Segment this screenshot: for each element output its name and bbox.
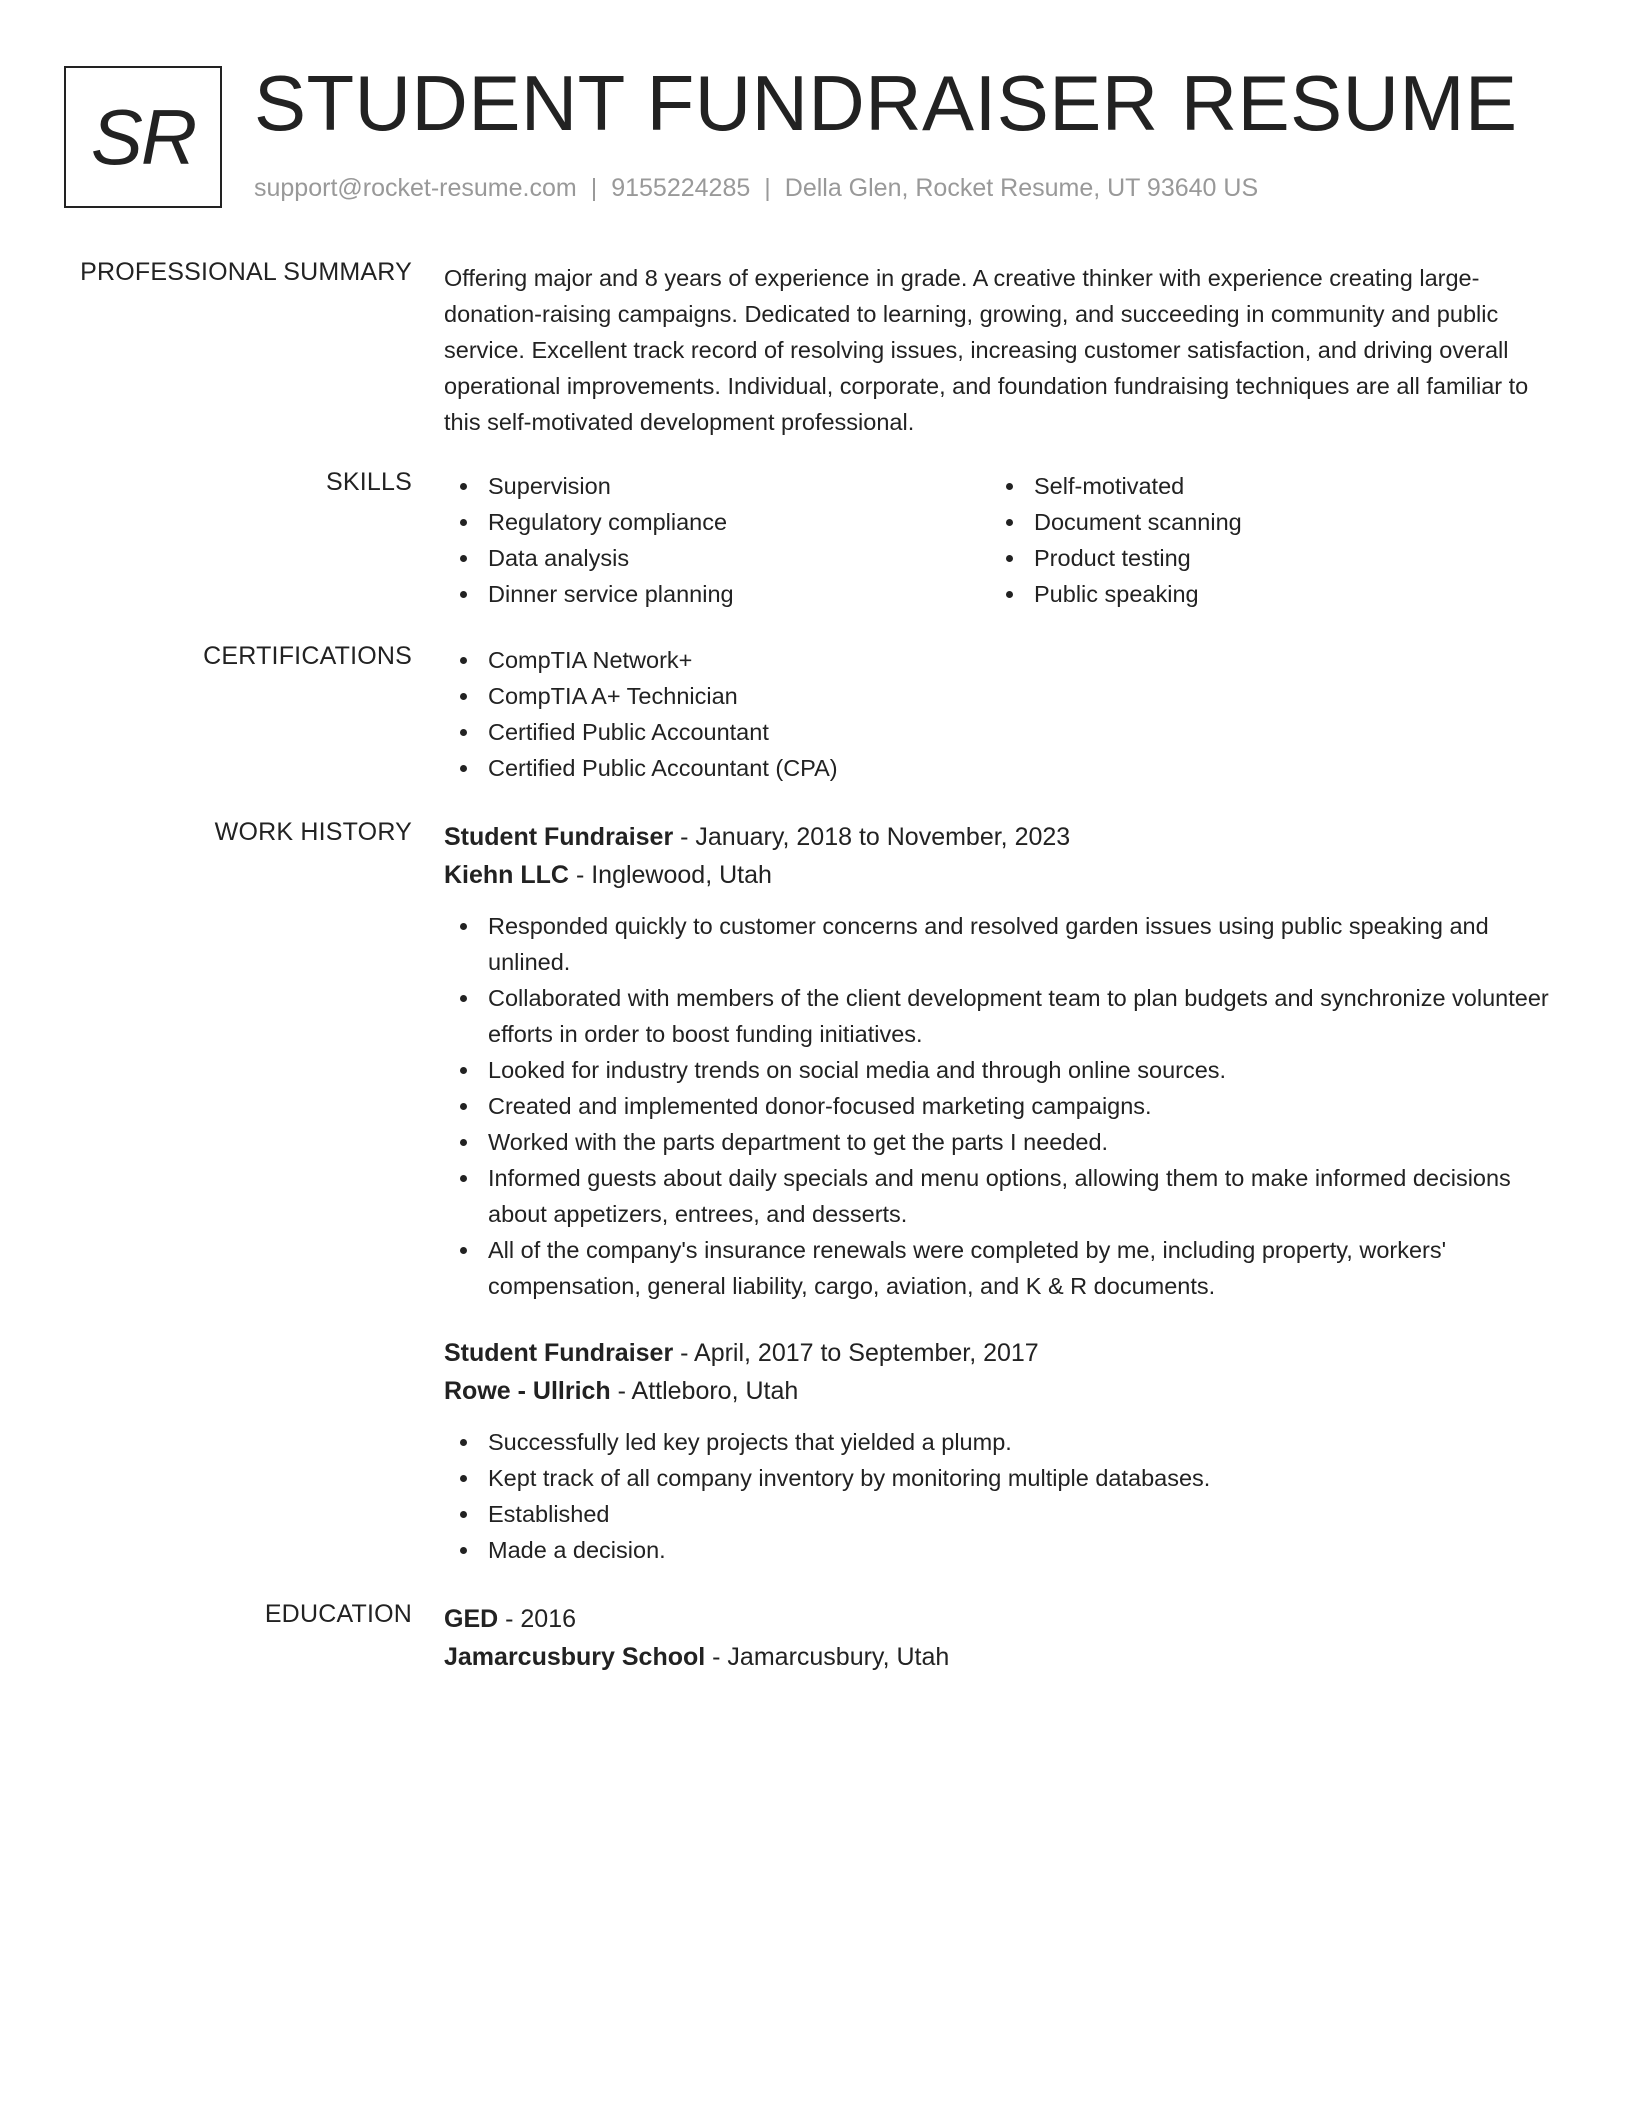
contact-address: Della Glen, Rocket Resume, UT 93640 US (784, 174, 1259, 202)
job-company-line (444, 856, 1564, 894)
job-location: - Inglewood, Utah (569, 861, 772, 889)
contact-phone: 9155224285 (611, 174, 751, 202)
job-entry (444, 818, 1564, 1304)
monogram-logo: SR (64, 66, 222, 208)
skill-item: Self-motivated (990, 468, 1536, 504)
contact-separator: | (590, 174, 598, 202)
skill-item: Regulatory compliance (444, 504, 990, 540)
skill-item: Product testing (990, 540, 1536, 576)
summary-heading: PROFESSIONAL SUMMARY (80, 258, 412, 286)
skill-item: Supervision (444, 468, 990, 504)
job-dates: - January, 2018 to November, 2023 (673, 823, 1071, 851)
job-duties (444, 1424, 1564, 1568)
job-duty-item: Successfully led key projects that yielded a plump. (444, 1424, 1564, 1460)
job-duty-item: Informed guests about daily specials and menu options, allowing them to make informed decisions about appetizers, entrees, and desserts. (444, 1160, 1564, 1232)
page-title: STUDENT FUNDRAISER RESUME (254, 59, 1518, 147)
contact-line (254, 174, 1258, 203)
skills-heading: SKILLS (326, 468, 412, 496)
certification-item: CompTIA A+ Technician (444, 678, 1564, 714)
education-body (444, 1600, 1564, 1676)
skills-list (444, 468, 1564, 612)
job-duty-item: Worked with the parts department to get the parts I needed. (444, 1124, 1564, 1160)
job-duty-item: Made a decision. (444, 1532, 1564, 1568)
education-school: Jamarcusbury School (444, 1643, 706, 1671)
education-degree: GED (444, 1605, 499, 1633)
summary-text: Offering major and 8 years of experience in grade. A creative thinker with experience creating large-donation-raising campaigns. Dedicated to learning, growing, and succeeding in community and public service. Excellent track record of resolving issues, increasing customer satisfaction, and driving overall operational improvements. Individual, corporate, and foundation fundraising techniques are all familiar to this self-motivated development professional. (444, 265, 1529, 435)
job-duty-item: Collaborated with members of the client development team to plan budgets and synchronize volunteer efforts in order to boost funding initiatives. (444, 980, 1564, 1052)
job-duty-item: Looked for industry trends on social media and through online sources. (444, 1052, 1564, 1088)
job-duties (444, 908, 1564, 1304)
job-duty-item: All of the company's insurance renewals were completed by me, including property, workers' compensation, general liability, cargo, aviation, and K & R documents. (444, 1232, 1564, 1304)
job-company: Kiehn LLC (444, 861, 569, 889)
job-entry (444, 1334, 1564, 1568)
education-year: - 2016 (498, 1605, 577, 1633)
certifications-heading: CERTIFICATIONS (203, 642, 412, 670)
education-location: - Jamarcusbury, Utah (705, 1643, 950, 1671)
certifications-list (444, 642, 1564, 786)
job-dates: - April, 2017 to September, 2017 (673, 1339, 1039, 1367)
contact-email: support@rocket-resume.com (254, 174, 577, 202)
certification-item: Certified Public Accountant (444, 714, 1564, 750)
education-heading: EDUCATION (264, 1600, 412, 1628)
job-duty-item: Established (444, 1496, 1564, 1532)
job-duty-item: Created and implemented donor-focused marketing campaigns. (444, 1088, 1564, 1124)
resume-header (64, 59, 1568, 210)
job-company-line (444, 1372, 1564, 1410)
certification-item: CompTIA Network+ (444, 642, 1564, 678)
job-company: Rowe - Ullrich (444, 1377, 611, 1405)
job-location: - Attleboro, Utah (610, 1377, 799, 1405)
job-title: Student Fundraiser (444, 823, 674, 851)
skill-item: Dinner service planning (444, 576, 990, 612)
job-duty-item: Kept track of all company inventory by monitoring multiple databases. (444, 1460, 1564, 1496)
skill-item: Public speaking (990, 576, 1536, 612)
contact-separator: | (764, 174, 771, 202)
skills-column-1 (444, 468, 990, 612)
skill-item: Data analysis (444, 540, 990, 576)
job-title-line (444, 818, 1564, 856)
job-title-line (444, 1334, 1564, 1372)
work-history-body (444, 818, 1564, 1568)
skill-item: Document scanning (990, 504, 1536, 540)
job-title: Student Fundraiser (444, 1339, 674, 1367)
skills-column-2 (990, 468, 1536, 612)
education-school-line (444, 1638, 1564, 1676)
job-duty-item: Responded quickly to customer concerns and resolved garden issues using public speaking and unlined. (444, 908, 1564, 980)
certification-item: Certified Public Accountant (CPA) (444, 750, 1564, 786)
work-history-heading: WORK HISTORY (214, 818, 412, 846)
education-degree-line (444, 1600, 1564, 1638)
